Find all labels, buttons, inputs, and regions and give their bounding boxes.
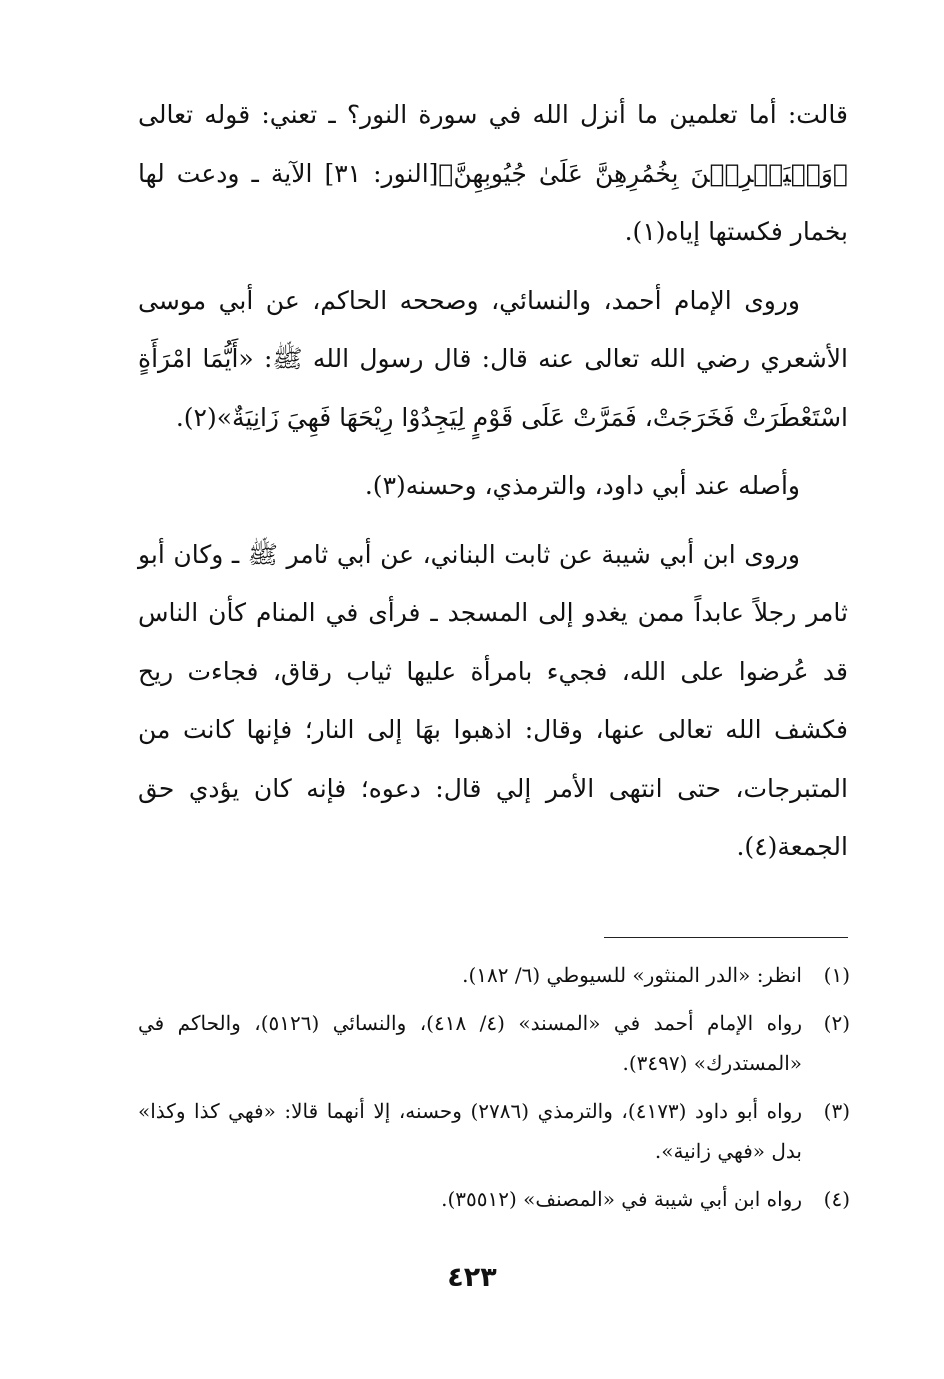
footnote (138, 1003, 850, 1083)
footnote-number: (٤) (823, 1187, 850, 1211)
footnote (138, 955, 850, 995)
footnote (138, 1179, 850, 1219)
footnotes (138, 955, 850, 1227)
footnote-number: (٣) (823, 1099, 850, 1123)
paragraph: وأصله عند أبي داود، والترمذي، وحسنه(٣). (364, 471, 800, 500)
footnote-number: (١) (823, 963, 850, 987)
footnote-number: (٢) (823, 1011, 850, 1035)
paragraph: قالت: أما تعلمين ما أنزل الله في سورة النور؟ ـ تعني: قوله تعالى ﴿وَلۡيَضۡرِبۡنَ بِخُمُرِهِنَّ عَلَىٰ جُيُوبِهِنَّ﴾[النور: ٣١] الآية ـ ودعت لها بخمار فكستها إياه(١). (138, 100, 848, 246)
footnote-text: انظر: «الدر المنثور» للسيوطي (٦/ ١٨٢). (462, 963, 802, 987)
footnote-text: رواه أبو داود (٤١٧٣)، والترمذي (٢٧٨٦) وحسنه، إلا أنهما قالا: «فهي كذا وكذا» بدل «فهي زانية». (138, 1099, 802, 1163)
footnote-divider (604, 937, 848, 938)
footnote-text: رواه الإمام أحمد في «المسند» (٤/ ٤١٨)، والنسائي (٥١٢٦)، والحاكم في «المستدرك» (٣٤٩٧). (138, 1011, 802, 1075)
paragraph: وروى ابن أبي شيبة عن ثابت البناني، عن أبي ثامر ﷺ ـ وكان أبو ثامر رجلاً عابداً ممن يغدو إلى المسجد ـ فرأى في المنام كأن الناس قد عُرضوا على الله، فجيء بامرأة عليها ثياب رقاق، فجاءت ريح فكشف الله تعالى عنها، وقال: اذهبوا بهَا إلى النار؛ فإنها كانت من المتبرجات، حتى انتهى الأمر إلي قال: دعوه؛ فإنه كان يؤدي حق الجمعة(٤). (138, 539, 848, 861)
paragraph: وروى الإمام أحمد، والنسائي، وصححه الحاكم، عن أبي موسى الأشعري رضي الله تعالى عنه قال: قال رسول الله ﷺ: «أَيُّمَا امْرَأَةٍ اسْتَعْطَرَتْ فَخَرَجَتْ، فَمَرَّتْ عَلَى قَوْمٍ لِيَجِدُوْا رِيْحَهَا فَهِيَ زَانِيَةٌ»(٢). (138, 285, 848, 432)
footnote-text: رواه ابن أبي شيبة في «المصنف» (٣٥٥١٢). (441, 1187, 802, 1211)
page-number: ٤٢٣ (447, 1262, 497, 1293)
main-text (138, 86, 848, 877)
footnote (138, 1091, 850, 1171)
